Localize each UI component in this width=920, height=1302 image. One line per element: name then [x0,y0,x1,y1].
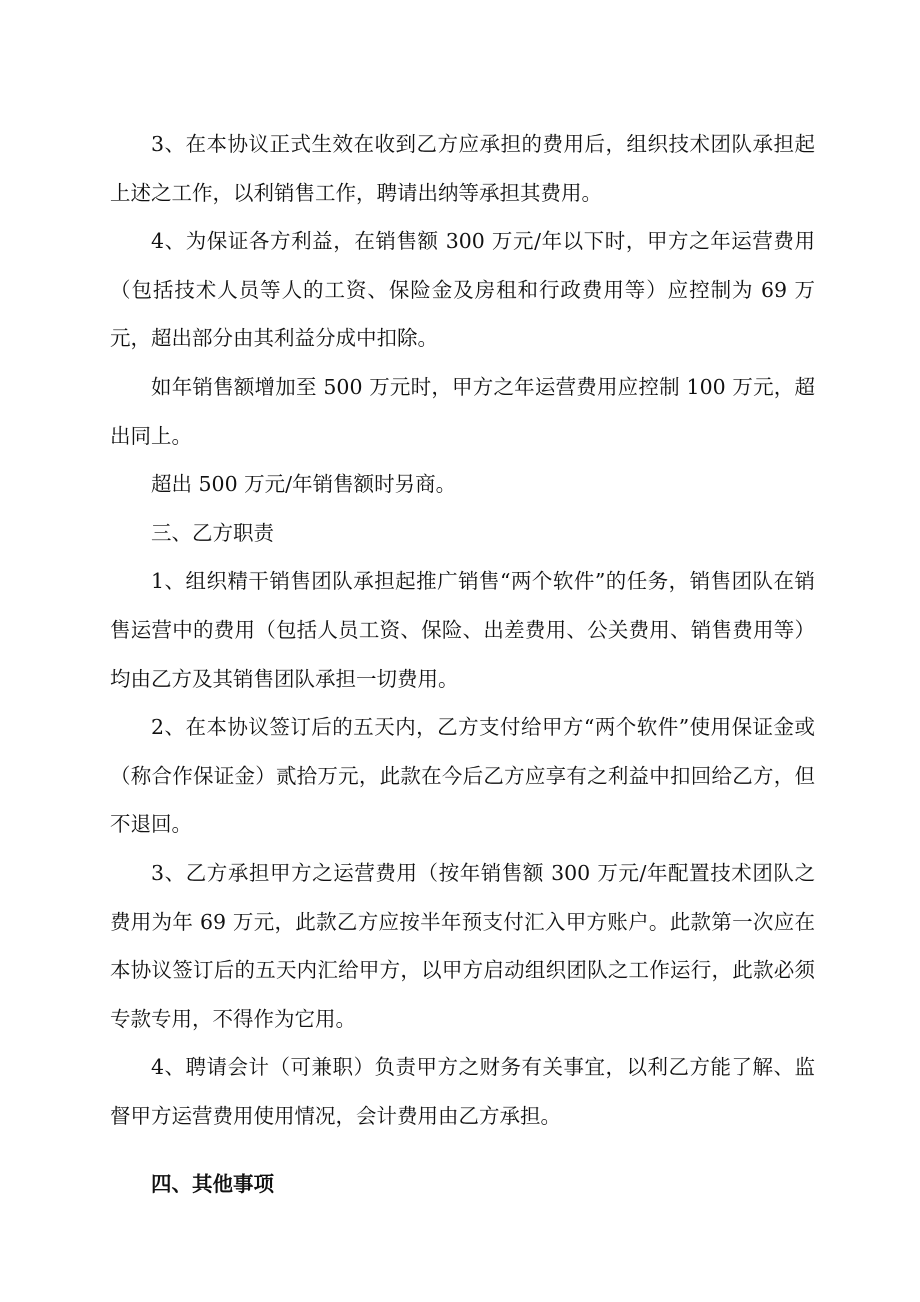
paragraph-party-a-item-4: 4、为保证各方利益，在销售额 300 万元/年以下时，甲方之年运营费用（包括技术人员等人的工资、保险金及房租和行政费用等）应控制为 69 万元，超出部分由其利益分成中扣除。 [110,229,815,351]
paragraph-party-b-item-4: 4、聘请会计（可兼职）负责甲方之财务有关事宜，以利乙方能了解、监督甲方运营费用使用情况，会计费用由乙方承担。 [110,1055,815,1128]
section-three-title: 三、乙方职责 [151,520,274,545]
paragraph-party-b-item-2: 2、在本协议签订后的五天内，乙方支付给甲方“两个软件”使用保证金或（称合作保证金）贰拾万元，此款在今后乙方应享有之利益中扣回给乙方，但不退回。 [110,715,815,837]
paragraph-sales-500: 如年销售额增加至 500 万元时，甲方之年运营费用应控制 100 万元，超出同上。 [110,374,815,448]
paragraph-exceed-500: 超出 500 万元/年销售额时另商。 [151,472,457,497]
section-four-title: 四、其他事项 [151,1172,274,1197]
paragraph-party-b-item-1: 1、组织精干销售团队承担起推广销售“两个软件”的任务，销售团队在销售运营中的费用（包括人员工资、保险、出差费用、公关费用、销售费用等）均由乙方及其销售团队承担一切费用。 [110,569,815,691]
paragraph-party-b-item-3: 3、乙方承担甲方之运营费用（按年销售额 300 万元/年配置技术团队之费用为年 69 万元，此款乙方应按半年预支付汇入甲方账户。此款第一次应在本协议签订后的五天内汇给甲方，以甲方启动组织团队之工作运行，此款必须专款专用，不得作为它用。 [110,860,815,1031]
paragraph-party-a-item-3: 3、在本协议正式生效在收到乙方应承担的费用后，组织技术团队承担起上述之工作，以利销售工作，聘请出纳等承担其费用。 [110,132,815,205]
document-body [110,120,815,1209]
